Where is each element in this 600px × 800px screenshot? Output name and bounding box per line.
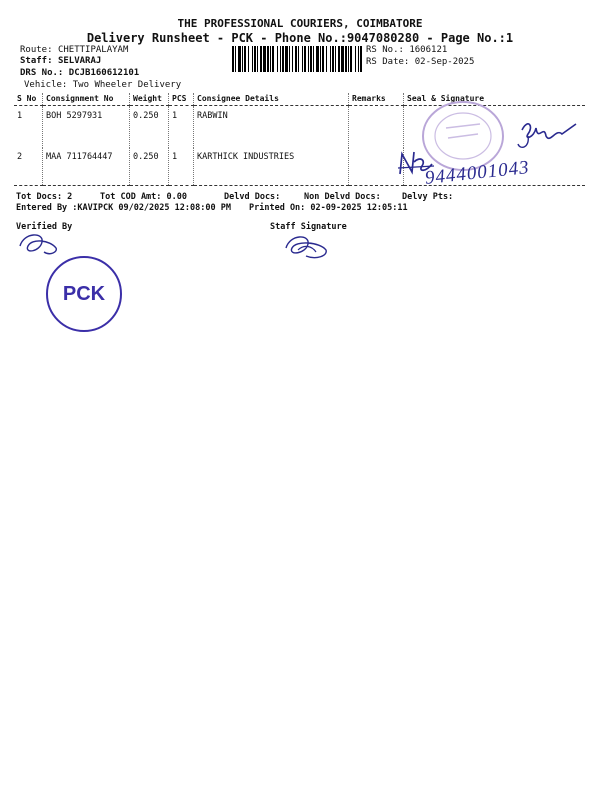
drs-label: DRS No.: — [20, 68, 64, 78]
delvd-docs: Delvd Docs: — [224, 192, 281, 202]
handwritten-phone: 9444001043 — [424, 157, 531, 189]
drs-value: DCJB160612101 — [68, 68, 140, 78]
verified-by-label: Verified By — [16, 222, 73, 232]
cell-remarks — [349, 106, 404, 149]
staff-line — [20, 56, 101, 66]
cell-weight: 0.250 — [130, 106, 169, 149]
col-consignee: Consignee Details — [194, 93, 349, 106]
route-label: Route: — [20, 45, 53, 55]
entered-by: Entered By :KAVIPCK 09/02/2025 12:08:00 PM — [16, 203, 231, 213]
rs-number: RS No.: 1606121 — [366, 45, 448, 55]
barcode — [232, 46, 362, 72]
staff-signature — [276, 230, 336, 262]
staff-value: SELVARAJ — [57, 56, 102, 66]
cell-consignment: BOH 5297931 — [43, 106, 130, 149]
drs-line — [20, 68, 139, 78]
tot-docs: Tot Docs: 2 — [16, 192, 73, 202]
vehicle-line: Vehicle: Two Wheeler Delivery — [24, 80, 182, 90]
cell-consignee: KARTHICK INDUSTRIES — [194, 148, 349, 186]
company-title: THE PROFESSIONAL COURIERS, COIMBATORE — [177, 17, 423, 30]
route-value: CHETTIPALAYAM — [57, 45, 129, 55]
runsheet-subtitle: Delivery Runsheet - PCK - Phone No.:9047080280 - Page No.:1 — [86, 31, 514, 45]
table-row — [14, 106, 585, 149]
cell-remarks — [349, 148, 404, 186]
col-weight: Weight — [130, 93, 169, 106]
non-delvd-docs: Non Delvd Docs: — [304, 192, 381, 202]
delvy-pts: Delvy Pts: — [402, 192, 454, 202]
printed-on: Printed On: 02-09-2025 12:05:11 — [249, 203, 408, 213]
cell-weight: 0.250 — [130, 148, 169, 186]
staff-signature-label: Staff Signature — [270, 222, 347, 232]
cell-pcs: 1 — [169, 106, 194, 149]
cell-pcs: 1 — [169, 148, 194, 186]
pck-stamp: PCK — [46, 256, 122, 332]
tot-cod: Tot COD Amt: 0.00 — [100, 192, 187, 202]
cell-consignment: MAA 711764447 — [43, 148, 130, 186]
cell-seal — [404, 106, 586, 149]
verified-signature — [14, 228, 64, 258]
col-remarks: Remarks — [349, 93, 404, 106]
col-consignment: Consignment No — [43, 93, 130, 106]
cell-sno: 1 — [14, 106, 43, 149]
rs-date: RS Date: 02-Sep-2025 — [366, 57, 475, 67]
col-pcs: PCS — [169, 93, 194, 106]
route-line — [20, 45, 128, 55]
staff-label: Staff: — [20, 56, 53, 66]
cell-consignee: RABWIN — [194, 106, 349, 149]
cell-sno: 2 — [14, 148, 43, 186]
col-sno: S No — [14, 93, 43, 106]
table-header-row — [14, 93, 585, 106]
col-seal-signature: Seal & Signature — [404, 93, 586, 106]
